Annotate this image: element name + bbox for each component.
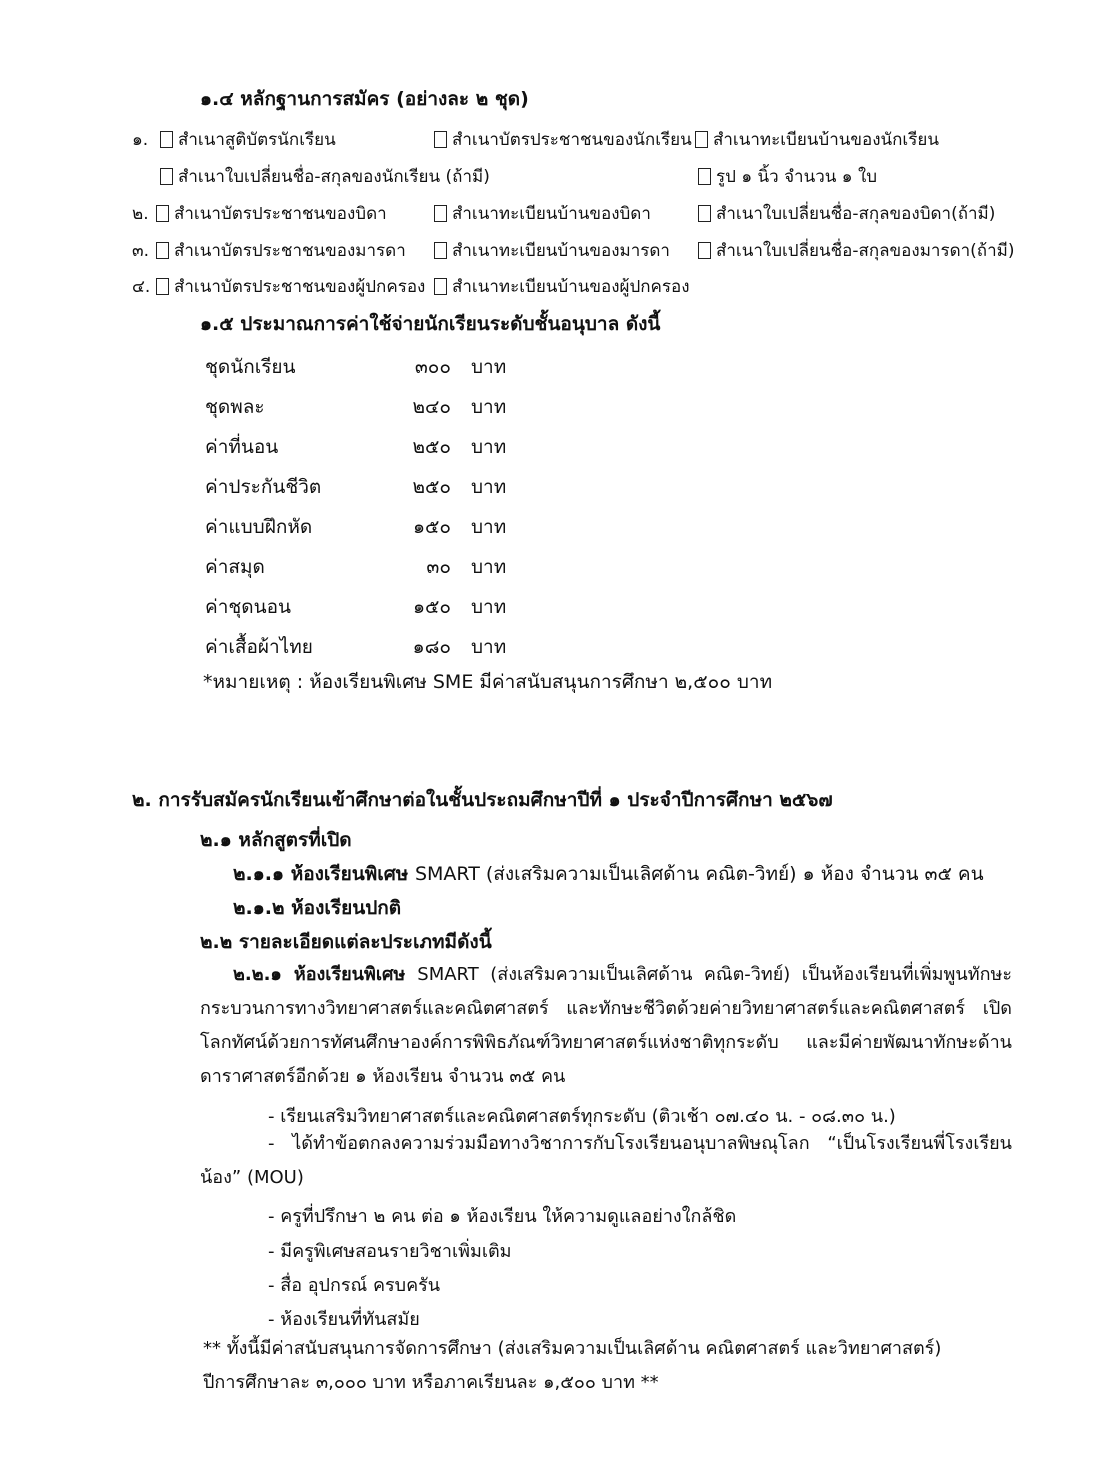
- fee-name: ค่าประกันชีวิต: [205, 476, 322, 498]
- checkbox[interactable]: [434, 278, 447, 295]
- fee-name: ค่าเสื้อผ้าไทย: [205, 636, 313, 658]
- fee-name: ชุดพละ: [205, 396, 265, 418]
- checkbox[interactable]: [434, 131, 447, 148]
- checklist-item-label: สำเนาทะเบียนบ้านของนักเรียน: [713, 129, 939, 150]
- checklist-item-label: สำเนาทะเบียนบ้านของบิดา: [452, 203, 651, 224]
- smart-description-body: SMART (ส่งเสริมความเป็นเลิศด้าน คณิต-วิทย์) เป็นห้องเรียนที่เพิ่มพูนทักษะ กระบวนการทางวิทยาศาสตร์และคณิตศาสตร์ และทักษะชีวิตด้วยค่ายวิทยาศาสตร์และคณิตศาสตร์ เปิดโลกทัศน์ด้วยการทัศนศึกษาองค์การพิพิธภัณฑ์วิทยาศาสตร์แห่งชาติทุกระดับ และมีค่ายพัฒนาทักษะด้านดาราศาสตร์อีกด้วย ๑ ห้องเรียน จำนวน ๓๕ คน: [200, 964, 1012, 1087]
- course-regular: ๒.๑.๒ ห้องเรียนปกติ: [233, 897, 402, 919]
- checklist-item[interactable]: [698, 237, 1014, 264]
- fee-name: ค่าที่นอน: [205, 436, 279, 458]
- fee-unit: บาท: [471, 636, 507, 658]
- bullet-item: - ห้องเรียนที่ทันสมัย: [268, 1309, 420, 1330]
- checkbox[interactable]: [160, 168, 173, 185]
- checklist-item-label: สำเนาใบเปลี่ยนชื่อ-สกุลของบิดา(ถ้ามี): [716, 203, 996, 224]
- row-number: ๑.: [132, 129, 149, 150]
- fee-amount: ๑๘๐: [412, 636, 451, 658]
- fee-unit: บาท: [471, 476, 507, 498]
- checklist-item[interactable]: [160, 126, 336, 153]
- fee-unit: บาท: [471, 596, 507, 618]
- section-2-heading: ๒. การรับสมัครนักเรียนเข้าศึกษาต่อในชั้นประถมศึกษาปีที่ ๑ ประจำปีการศึกษา ๒๕๖๗: [132, 789, 833, 811]
- bullet-item: - ครูที่ปรึกษา ๒ คน ต่อ ๑ ห้องเรียน ให้ความดูแลอย่างใกล้ชิด: [268, 1206, 737, 1227]
- row-number: ๒.: [132, 203, 149, 224]
- checklist-item[interactable]: [698, 200, 995, 227]
- checklist-item-label: สำเนาใบเปลี่ยนชื่อ-สกุลของนักเรียน (ถ้ามี): [178, 166, 490, 187]
- section-1-4-heading: ๑.๔ หลักฐานการสมัคร (อย่างละ ๒ ชุด): [200, 88, 529, 110]
- course-smart: [233, 863, 984, 886]
- checklist-item-label: สำเนาบัตรประชาชนของผู้ปกครอง: [174, 276, 426, 297]
- checklist-item-label: สำเนาใบเปลี่ยนชื่อ-สกุลของมารดา(ถ้ามี): [716, 240, 1015, 261]
- fee-amount: ๑๕๐: [412, 596, 451, 618]
- fee-note: *หมายเหตุ : ห้องเรียนพิเศษ SME มีค่าสนับสนุนการศึกษา ๒,๕๐๐ บาท: [203, 671, 773, 693]
- fee-amount: ๓๐: [426, 556, 451, 578]
- section-1-5-heading: ๑.๕ ประมาณการค่าใช้จ่ายนักเรียนระดับชั้นอนุบาล ดังนี้: [200, 313, 661, 335]
- fee-unit: บาท: [471, 396, 507, 418]
- fee-unit: บาท: [471, 516, 507, 538]
- fee-amount: ๒๕๐: [412, 476, 451, 498]
- bullet-item: - สื่อ อุปกรณ์ ครบครัน: [268, 1275, 441, 1296]
- bullet-mou: [200, 1127, 1012, 1195]
- checkbox[interactable]: [698, 168, 711, 185]
- checklist-item[interactable]: [434, 237, 670, 264]
- fee-amount: ๒๕๐: [412, 436, 451, 458]
- fee-name: ชุดนักเรียน: [205, 356, 296, 378]
- checklist-item[interactable]: [156, 200, 387, 227]
- checklist-item[interactable]: [156, 237, 406, 264]
- fee-unit: บาท: [471, 556, 507, 578]
- section-2-2-heading: ๒.๒ รายละเอียดแต่ละประเภทมีดังนี้: [200, 931, 492, 953]
- bullet-item: - เรียนเสริมวิทยาศาสตร์และคณิตศาสตร์ทุกระดับ (ติวเช้า ๐๗.๔๐ น. - ๐๘.๓๐ น.): [268, 1106, 896, 1127]
- row-number: ๓.: [132, 240, 150, 261]
- fee-note-line-1: ** ทั้งนี้มีค่าสนับสนุนการจัดการศึกษา (ส่งเสริมความเป็นเลิศด้าน คณิตศาสตร์ และวิทยาศาสตร์): [203, 1338, 942, 1359]
- checklist-row-2: [132, 202, 1032, 224]
- checklist-row-1: [132, 128, 1032, 150]
- fee-amount: ๒๔๐: [412, 396, 451, 418]
- checkbox[interactable]: [695, 131, 708, 148]
- course-smart-title: ๒.๑.๑ ห้องเรียนพิเศษ: [233, 863, 415, 885]
- checklist-item[interactable]: [160, 163, 490, 190]
- checklist-item-label: สำเนาบัตรประชาชนของบิดา: [174, 203, 387, 224]
- checklist-item[interactable]: [695, 126, 939, 153]
- checklist-row-1b: [132, 165, 1032, 187]
- checkbox[interactable]: [698, 242, 711, 259]
- fee-unit: บาท: [471, 436, 507, 458]
- checkbox[interactable]: [156, 205, 169, 222]
- fee-amount: ๓๐๐: [414, 356, 451, 378]
- checklist-item-label: สำเนาทะเบียนบ้านของผู้ปกครอง: [452, 276, 690, 297]
- fee-name: ค่าแบบฝึกหัด: [205, 516, 313, 538]
- section-2-1-heading: ๒.๑ หลักสูตรที่เปิด: [200, 829, 352, 851]
- checklist-row-3: [132, 239, 1032, 261]
- checklist-item-label: สำเนาทะเบียนบ้านของมารดา: [452, 240, 670, 261]
- fee-unit: บาท: [471, 356, 507, 378]
- checkbox[interactable]: [156, 242, 169, 259]
- checklist-item[interactable]: [156, 273, 425, 300]
- checklist-item[interactable]: [434, 126, 692, 153]
- fee-note-line-2: ปีการศึกษาละ ๓,๐๐๐ บาท หรือภาคเรียนละ ๑,๕๐๐ บาท **: [203, 1372, 659, 1393]
- fee-name: ค่าชุดนอน: [205, 596, 292, 618]
- checkbox[interactable]: [160, 131, 173, 148]
- course-smart-detail: SMART (ส่งเสริมความเป็นเลิศด้าน คณิต-วิทย์) ๑ ห้อง จำนวน ๓๕ คน: [414, 863, 984, 885]
- checklist-item[interactable]: [434, 200, 651, 227]
- checklist-item-label: รูป ๑ นิ้ว จำนวน ๑ ใบ: [716, 166, 878, 187]
- fee-amount: ๑๕๐: [412, 516, 451, 538]
- smart-description: [200, 958, 1012, 1094]
- checkbox[interactable]: [434, 242, 447, 259]
- checkbox[interactable]: [698, 205, 711, 222]
- fee-name: ค่าสมุด: [205, 556, 265, 578]
- bullet-mou-text: - ได้ทำข้อตกลงความร่วมมือทางวิชาการกับโรงเรียนอนุบาลพิษณุโลก “เป็นโรงเรียนพี่โรงเรียนน้อง” (MOU): [200, 1133, 1012, 1188]
- checklist-item-label: สำเนาบัตรประชาชนของมารดา: [174, 240, 406, 261]
- smart-description-title: ๒.๒.๑ ห้องเรียนพิเศษ: [233, 964, 418, 985]
- checklist-item-label: สำเนาบัตรประชาชนของนักเรียน: [452, 129, 692, 150]
- checklist-item[interactable]: [434, 273, 690, 300]
- checkbox[interactable]: [156, 278, 169, 295]
- checkbox[interactable]: [434, 205, 447, 222]
- row-number: ๔.: [132, 276, 151, 297]
- checklist-item[interactable]: [698, 163, 877, 190]
- checklist-row-4: [132, 275, 1032, 297]
- bullet-item: - มีครูพิเศษสอนรายวิชาเพิ่มเติม: [268, 1241, 512, 1262]
- checklist-item-label: สำเนาสูติบัตรนักเรียน: [178, 129, 336, 150]
